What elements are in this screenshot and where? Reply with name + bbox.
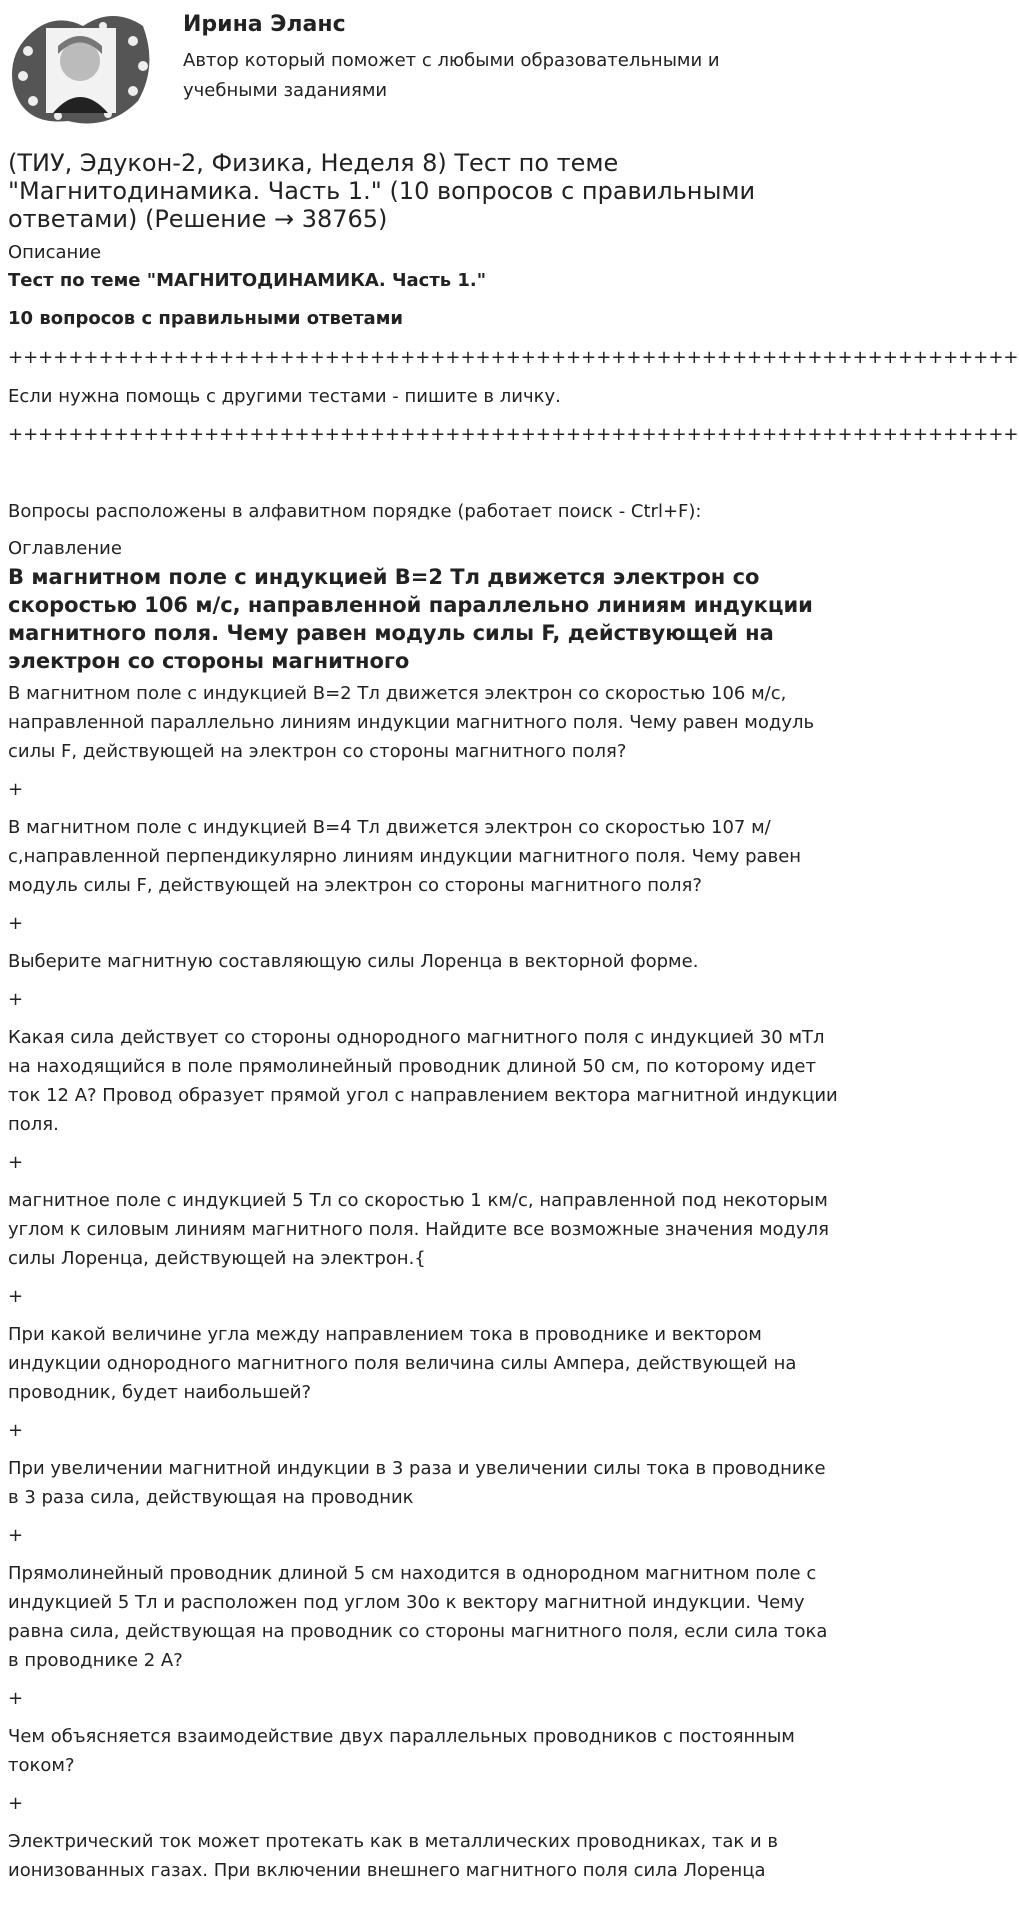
author-card	[8, 0, 841, 135]
separator: +	[8, 779, 24, 800]
question-item: В магнитном поле с индукцией B=2 Тл движется электрон со скоростью 106 м/с, направленной параллельно линиям индукции магнитного поля. Чему равен модуль силы F, действующей на электрон со стороны магнитного поля?	[8, 683, 815, 762]
question-item: В магнитном поле с индукцией B=4 Тл движется электрон со скоростью 107 м/с,направленной перпендикулярно линиям индукции магнитного поля. Чему равен модуль силы F, действующей на электрон со стороны магнитного поля?	[8, 817, 802, 896]
order-text: Вопросы расположены в алфавитном порядке (работает поиск - Ctrl+F):	[8, 501, 702, 522]
separator: +	[8, 1525, 24, 1546]
separator: +	[8, 989, 24, 1010]
question-item: При какой величине угла между направлением тока в проводнике и вектором индукции однородного магнитного поля величина силы Ампера, действующей на проводник, будет наибольшей?	[8, 1324, 797, 1403]
separator: +	[8, 1688, 24, 1709]
separator: +	[8, 1152, 24, 1173]
separator: +	[8, 1420, 24, 1441]
plus-divider: +++++++++++++++++++++++++++++++++++++++++++++++++++++++++++++++++++	[8, 347, 1019, 368]
author-avatar[interactable]	[8, 6, 153, 131]
intro-bold-2: 10 вопросов с правильными ответами	[8, 308, 404, 329]
separator: +	[8, 913, 24, 934]
description-label: Описание	[8, 242, 102, 263]
intro-bold-1: Тест по теме "МАГНИТОДИНАМИКА. Часть 1."	[8, 270, 487, 291]
help-text: Если нужна помощь с другими тестами - пишите в личку.	[8, 386, 561, 407]
separator: +	[8, 1286, 24, 1307]
toc-label: Оглавление	[8, 538, 122, 559]
author-description: Автор который поможет с любыми образовательными и учебными заданиями	[183, 50, 720, 101]
separator: +	[8, 1793, 24, 1814]
question-heading: В магнитном поле с индукцией B=2 Тл движется электрон со скоростью 106 м/с, направленной параллельно линиям индукции магнитного поля. Чему равен модуль силы F, действующей на электрон со стороны магнитного	[8, 565, 813, 673]
question-item: Электрический ток может протекать как в металлических проводниках, так и в ионизованных газах. При включении внешнего магнитного поля сила Лоренца	[8, 1831, 779, 1881]
question-item: Выберите магнитную составляющую силы Лоренца в векторной форме.	[8, 951, 699, 972]
question-item: магнитное поле с индукцией 5 Тл со скоростью 1 км/с, направленной под некоторым углом к силовым линиям магнитного поля. Найдите все возможные значения модуля силы Лоренца, действующей на электрон.{	[8, 1190, 829, 1269]
question-item: Какая сила действует со стороны однородного магнитного поля с индукцией 30 мТл на находящийся в поле прямолинейный проводник длиной 50 см, по которому идет ток 12 А? Провод образует прямой угол с направлением вектора магнитной индукции поля.	[8, 1027, 838, 1135]
author-name[interactable]: Ирина Эланс	[183, 12, 346, 37]
question-item: Чем объясняется взаимодействие двух параллельных проводников с постоянным током?	[8, 1726, 795, 1776]
plus-divider: +++++++++++++++++++++++++++++++++++++++++++++++++++++++++++++++++++	[8, 424, 1019, 445]
page-title: (ТИУ, Эдукон-2, Физика, Неделя 8) Тест по теме "Магнитодинамика. Часть 1." (10 вопросов с правильными ответами) (Решение → 38765)	[8, 149, 756, 233]
question-item: При увеличении магнитной индукции в 3 раза и увеличении силы тока в проводнике в 3 раза сила, действующая на проводник	[8, 1458, 826, 1508]
question-item: Прямолинейный проводник длиной 5 см находится в однородном магнитном поле с индукцией 5 Тл и расположен под углом 30о к вектору магнитной индукции. Чему равна сила, действующая на проводник со стороны магнитного поля, если сила тока в проводнике 2 А?	[8, 1563, 828, 1671]
